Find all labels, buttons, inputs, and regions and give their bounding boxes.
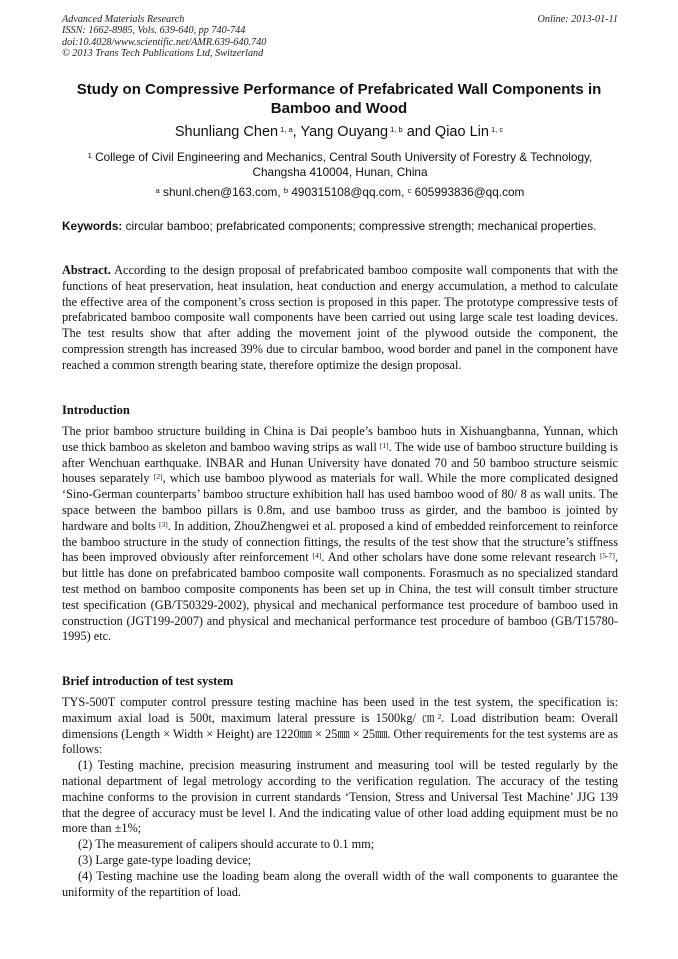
journal-copyright: © 2013 Trans Tech Publications Ltd, Switzerland	[62, 48, 264, 60]
affil-mark: 1	[87, 151, 92, 160]
email-address: 490315108@qq.com,	[288, 185, 408, 199]
citation: [4]	[312, 551, 322, 561]
email-list	[62, 185, 618, 200]
brief-paragraph	[62, 695, 618, 758]
email-mark: b	[283, 186, 289, 195]
online-date: Online: 2013-01-11	[537, 14, 618, 25]
citation: [1]	[379, 440, 389, 450]
affiliation	[62, 150, 618, 180]
author-separator: ,	[292, 124, 301, 140]
journal-header	[62, 14, 618, 60]
abstract-text: According to the design proposal of prefabricated bamboo composite wall components that with the functions of heat preservation, heat insulation, heat conduction and energy accumulation, a method to calculate the effective area of the component’s cross section is proposed in this paper. The prototype compressive tests of prefabricated bamboo composite wall components have been carried out using large scale test loading devices. The test results show that after adding the movement joint of the plywood outside the component, the compression strength has increased 39% due to circular bamboo, wood border and panel in the component have reached a common strength bearing state, therefore optimize the design proposal.	[62, 263, 618, 372]
author-affil-mark: 1, b	[388, 125, 403, 134]
introduction-body	[62, 424, 618, 645]
abstract-label: Abstract.	[62, 263, 111, 277]
email-mark: c	[407, 186, 412, 195]
journal-name: Advanced Materials Research	[62, 14, 185, 25]
author-name: Shunliang Chen	[174, 124, 279, 140]
journal-issn: ISSN: 1662-8985, Vols. 639-640, pp 740-744	[62, 25, 246, 37]
keywords-text: circular bamboo; prefabricated components; compressive strength; mechanical properties.	[122, 219, 597, 233]
author-affil-mark: 1, a	[278, 125, 293, 134]
brief-text: . Load distribution beam: Overall dimensions (Length × Width × Height) are 1220㎜ × 25㎜ × 25㎜. Other requirements for the test systems are as follows:	[62, 710, 618, 757]
keywords-label: Keywords:	[62, 219, 123, 233]
email-address: 605993836@qq.com	[411, 185, 525, 199]
intro-text: . In addition, ZhouZhengwei et al. proposed a kind of embedded reinforcement to reinforce the bamboo structure in the study of connection fittings, the results of the test show that the structure’s stiffness has been improved obviously after reinforcement	[62, 518, 618, 565]
affil-line1: College of Civil Engineering and Mechanics, Central South University of Forestry & Technology,	[91, 150, 593, 164]
intro-text: . The wide use of bamboo structure building is after Wenchuan earthquake. INBAR and Hunan University have donated 70 and 50 bamboo structure seismic houses separately	[62, 439, 618, 486]
citation: [3]	[159, 519, 168, 529]
unit-superscript: 2	[437, 711, 442, 721]
journal-info	[62, 14, 266, 60]
requirement-item: (3) Large gate-type loading device;	[78, 852, 252, 867]
email-mark: a	[155, 186, 160, 195]
abstract	[62, 263, 618, 374]
author-separator: and	[402, 124, 435, 140]
paper-title: Study on Compressive Performance of Prefabricated Wall Components in Bamboo and Wood	[76, 81, 602, 117]
brief-heading: Brief introduction of test system	[62, 674, 234, 688]
author-list	[48, 123, 630, 141]
citation: [5-7]	[599, 551, 615, 561]
citation: [2]	[153, 472, 163, 482]
email-address: shunl.chen@163.com,	[159, 185, 284, 199]
author-name: Qiao Lin	[434, 124, 489, 140]
journal-doi: doi:10.4028/www.scientific.net/AMR.639-640.740	[62, 36, 267, 48]
requirement-item: (2) The measurement of calipers should accurate to 0.1 mm;	[78, 837, 375, 852]
brief-body	[62, 695, 618, 900]
intro-text: . And other scholars have done some relevant research	[321, 550, 600, 565]
affil-line2: Changsha 410004, Hunan, China	[252, 165, 428, 179]
keywords	[62, 219, 618, 234]
author-affil-mark: 1, c	[488, 125, 504, 134]
intro-text: , but little has done on prefabricated bamboo composite wall components. Forasmuch as no specialized standard test method on bamboo composite components has been set up in China, the test will consult timber structure test specification (GB/T50329-2002), physical and mechanical performance test procedure of bamboo used in construction (JGT199-2007) and physical and mechanical performance test procedure of bamboo (GB/T15780-1995) etc.	[62, 550, 619, 644]
author-name: Yang Ouyang	[300, 124, 389, 140]
intro-text: The prior bamboo structure building in China is Dai people’s bamboo huts in Xishuangbanna, Yunnan, which use thick bamboo as skeleton and bamboo waving strips as wall	[62, 424, 618, 454]
requirement-item: (4) Testing machine use the loading beam along the overall width of the wall components to guarantee the uniformity of the repartition of load.	[62, 868, 618, 899]
introduction-heading: Introduction	[62, 403, 130, 417]
intro-text: , which use bamboo plywood as materials for wall. While the more complicated designed ‘Sino-German counterparts’ bamboo structure exhibition hall has used bamboo wood of 80/ 8 as wall units. The space between the bamboo pillars is 0.8m, and use bamboo truss as girder, and the bamboo is jointed by hardware and bolts	[62, 471, 618, 533]
brief-text: TYS-500T computer control pressure testing machine has been used in the test system, the specification is: maximum axial load is 500t, maximum lateral pressure is 1500kg/ ㎝	[62, 695, 618, 725]
requirement-item: (1) Testing machine, precision measuring instrument and measuring tool will be tested regularly by the national department of legal metrology according to the verification regulation. The accuracy of the testing machine conforms to the provision in current standards ‘Tension, Stress and Universal Test Machine’ JJG 139 that the degree of accuracy must be level Ⅰ. And the indicating value of other load adding equipment must be no more than ±1%;	[62, 758, 618, 836]
